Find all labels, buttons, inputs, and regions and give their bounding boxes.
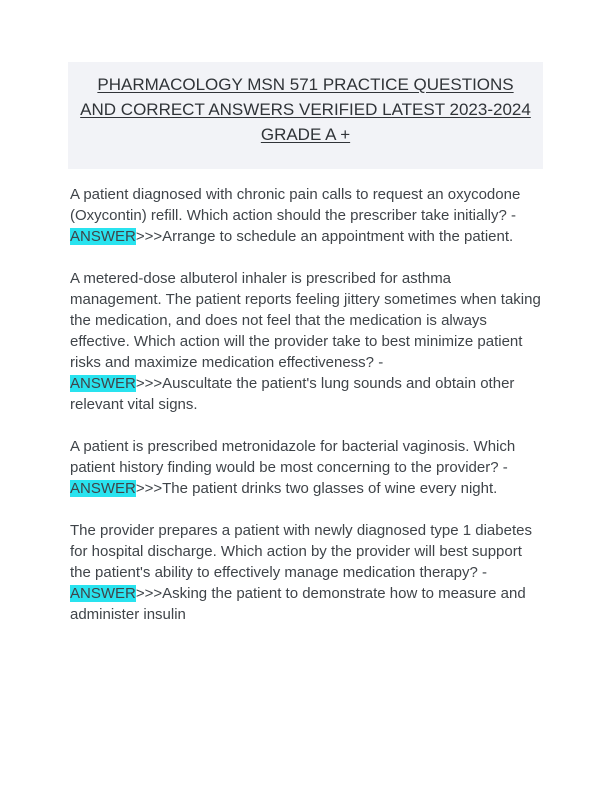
answer-highlight-1: ANSWER bbox=[70, 228, 136, 245]
question-text-1: A patient diagnosed with chronic pain calls to request an oxycodone (Oxycontin) refill. Which action should the prescriber take initially? - bbox=[70, 186, 521, 224]
question-text-2: A metered-dose albuterol inhaler is prescribed for asthma management. The patient reports feeling jittery sometimes when taking the medication, and does not feel that the medication is always effective. Which action will the provider take to best minimize patient risks and maximize medication effectiveness? - bbox=[70, 270, 541, 371]
qa-paragraph-4 bbox=[70, 520, 542, 625]
answer-highlight-2: ANSWER bbox=[70, 375, 136, 392]
title-banner bbox=[68, 62, 543, 169]
answer-text-4: >>>Asking the patient to demonstrate how to measure and administer insulin bbox=[70, 585, 526, 623]
answer-text-2: >>>Auscultate the patient's lung sounds and obtain other relevant vital signs. bbox=[70, 375, 515, 413]
qa-paragraph-3 bbox=[70, 436, 542, 499]
qa-paragraph-1 bbox=[70, 184, 542, 247]
answer-highlight-4: ANSWER bbox=[70, 585, 136, 602]
answer-text-1: >>>Arrange to schedule an appointment with the patient. bbox=[135, 228, 514, 245]
question-text-4: The provider prepares a patient with newly diagnosed type 1 diabetes for hospital discharge. Which action by the provider will best support the patient's ability to effectively manage medication therapy? - bbox=[70, 522, 532, 581]
answer-highlight-3: ANSWER bbox=[70, 480, 136, 497]
answer-text-3: >>>The patient drinks two glasses of wine every night. bbox=[135, 480, 498, 497]
question-text-3: A patient is prescribed metronidazole for bacterial vaginosis. Which patient history finding would be most concerning to the provider? - bbox=[70, 438, 516, 476]
document-title: PHARMACOLOGY MSN 571 PRACTICE QUESTIONS AND CORRECT ANSWERS VERIFIED LATEST 2023-2024 GRADE A + bbox=[80, 75, 531, 144]
document-body bbox=[70, 168, 542, 625]
qa-paragraph-2 bbox=[70, 268, 542, 415]
